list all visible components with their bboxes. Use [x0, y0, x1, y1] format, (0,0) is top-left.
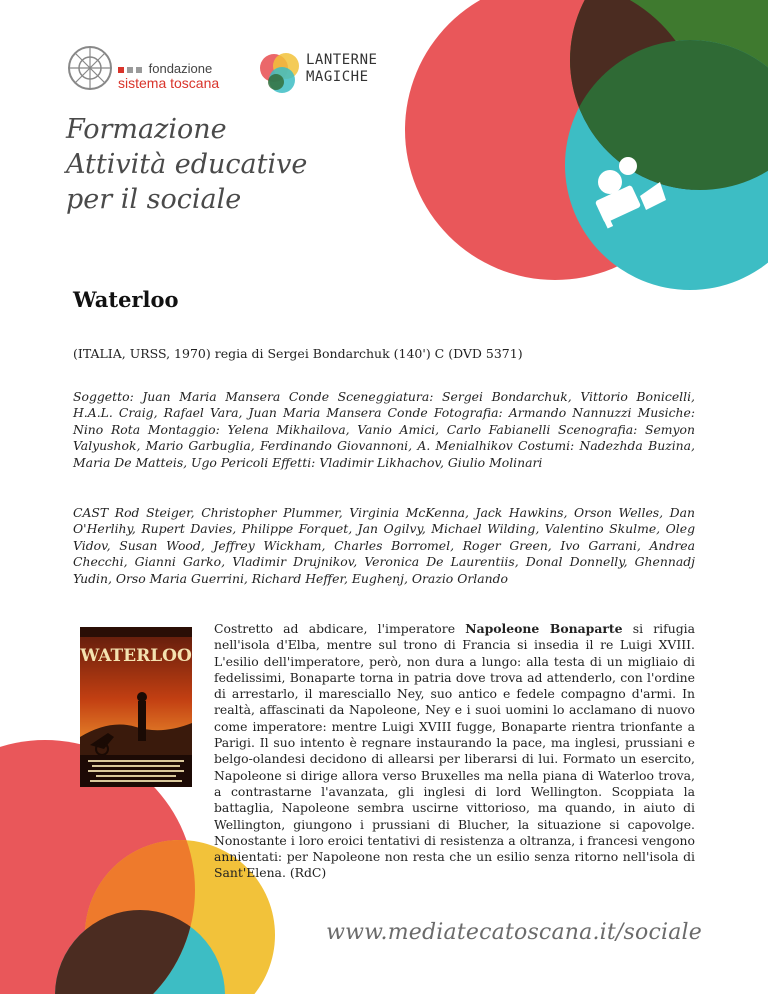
lanterne-circles-icon [256, 48, 306, 98]
lanterne-magiche-logo [256, 48, 386, 98]
film-title: Waterloo [73, 287, 179, 312]
crew-credits: Soggetto: Juan Maria Mansera Conde Sceneggiatura: Sergei Bondarchuk, Vittorio Bonicelli, H.A.L. Craig, Rafael Vara, Juan Maria Mansera Conde Fotografia: Armando Nannuzzi Musiche: Nino Rota Montaggio: Yelena Mikhailova, Vanio Amici, Carlo Fabianelli Scenografia: Semyon Valyushok, Mario Garbuglia, Ferdinando Giovannoni, A. Menialhikov Costumi: Nadezhda Buzina, Maria De Matteis, Ugo Pericoli Effetti: Vladimir Likhachov, Giulio Molinari [73, 389, 695, 470]
synopsis-name: Napoleone Bonaparte [465, 621, 623, 636]
film-synopsis [214, 621, 695, 882]
fondazione-label: fondazione [148, 61, 213, 76]
cast-list: CAST Rod Steiger, Christopher Plummer, Virginia McKenna, Jack Hawkins, Orson Welles, Dan O'Herlihy, Rupert Davies, Philippe Forquet, Jan Ogilvy, Michael Wilding, Valentino Skulme, Oleg Vidov, Susan Wood, Jeffrey Wickham, Charles Borromel, Roger Green, Ivo Garrani, Andrea Checchi, Gianni Garko, Vladimir Drujnikov, Veronica De Laurentiis, Donal Donnelly, Ghennadj Yudin, Orso Maria Guerrini, Richard Heffer, Eughenj, Orazio Orlando [73, 505, 695, 586]
section-heading [66, 112, 307, 217]
fondazione-sistema-toscana-logo [66, 44, 236, 96]
heading-line-3: per il sociale [66, 184, 242, 215]
geodesic-sphere-icon [66, 44, 114, 92]
lanterne-label: LANTERNE [306, 52, 378, 68]
website-link[interactable]: www.mediatecatoscana.it/sociale [326, 920, 702, 945]
magiche-label: MAGICHE [306, 69, 369, 85]
heading-line-1: Formazione [66, 114, 227, 145]
poster-title: WATERLOO [80, 646, 192, 666]
sistema-toscana-label: sistema toscana [118, 75, 220, 91]
synopsis-intro: Costretto ad abdicare, l'imperatore [214, 621, 466, 636]
film-credits: (ITALIA, URSS, 1970) regia di Sergei Bondarchuk (140') C (DVD 5371) [73, 346, 523, 361]
synopsis-body: si rifugia nell'isola d'Elba, mentre sul trono di Francia si insedia il re Luigi XVIII. L'esilio dell'imperatore, però, non dura a lungo: alla testa di un migliaio di fedelissimi, Bonaparte torna in patria dove trova ad attenderlo, con l'ordine di arrestarlo, il maresciallo Ney, suo antico e fedele compagno d'armi. In realtà, affascinati da Napoleone, Ney e i suoi uomini lo acclamano di nuovo come imperatore: mentre Luigi XVIII fugge, Bonaparte rientra trionfante a Parigi. Il suo intento è regnare instaurando la pace, ma inglesi, prussiani e belgo-olandesi decidono di allearsi per liberarsi di lui. Formato un esercito, Napoleone si dirige allora verso Bruxelles ma nella piana di Waterloo trova, a contrastarne l'avanzata, gli inglesi di lord Wellington. Scoppiata la battaglia, Napoleone sembra uscirne vittorioso, ma quando, in aiuto di Wellington, giungono i prussiani di Blucher, la situazione si capovolge. Nonostante i loro eroici tentativi di resistenza a oltranza, i francesi vengono annientati: per Napoleone non resta che un esilio senza ritorno nell'isola di Sant'Elena. (RdC) [214, 621, 695, 881]
film-poster [80, 627, 192, 787]
heading-line-2: Attività educative [66, 149, 308, 180]
